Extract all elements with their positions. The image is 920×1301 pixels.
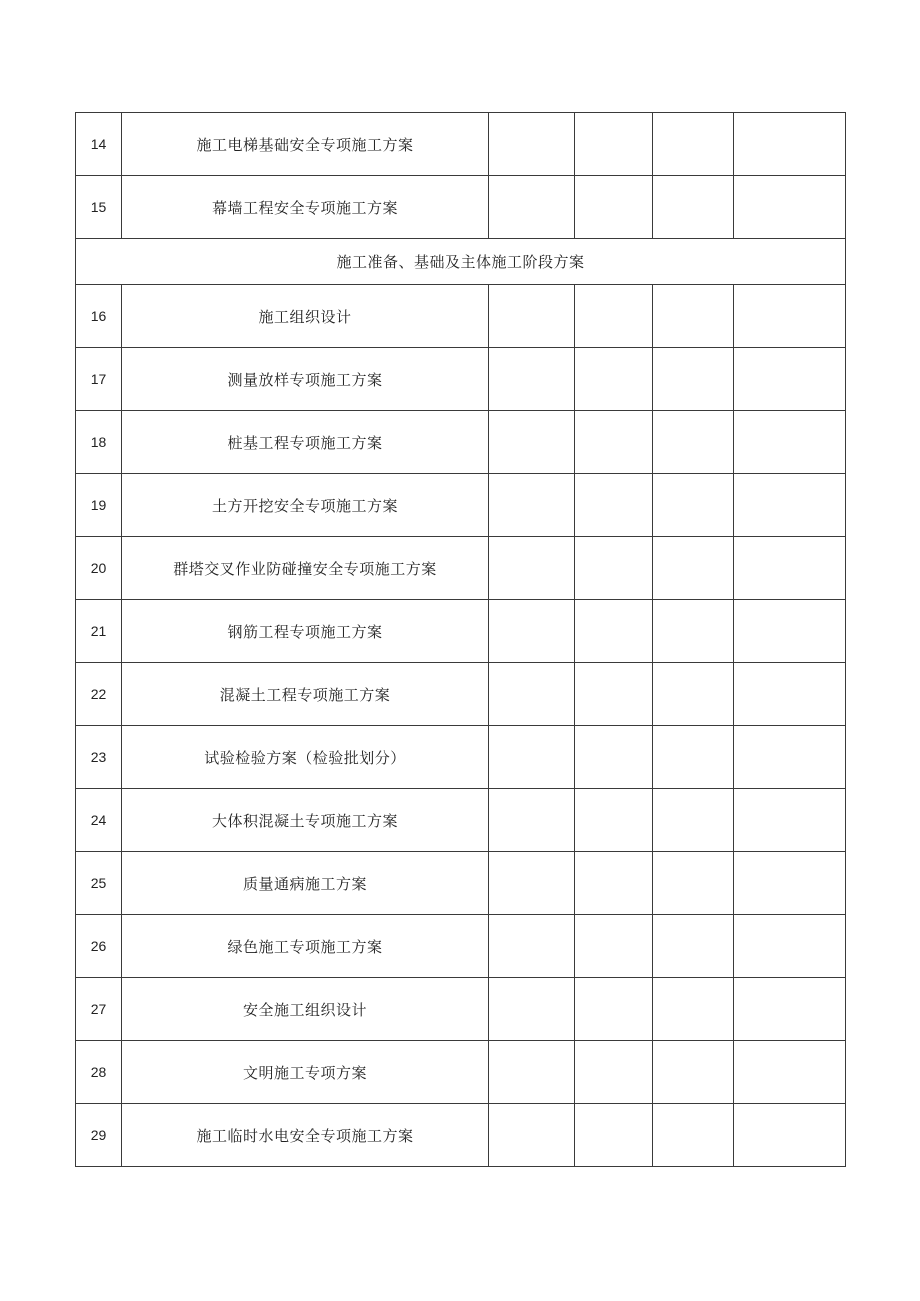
blank-cell (489, 474, 575, 537)
plan-name: 文明施工专项方案 (122, 1041, 489, 1104)
blank-cell (653, 600, 734, 663)
plan-name: 群塔交叉作业防碰撞安全专项施工方案 (122, 537, 489, 600)
table-row (76, 852, 846, 915)
row-number: 26 (76, 915, 122, 978)
plan-name: 土方开挖安全专项施工方案 (122, 474, 489, 537)
row-number: 16 (76, 285, 122, 348)
blank-cell (575, 789, 653, 852)
blank-cell (489, 348, 575, 411)
blank-cell (489, 1104, 575, 1167)
blank-cell (575, 113, 653, 176)
row-number: 22 (76, 663, 122, 726)
row-number: 25 (76, 852, 122, 915)
row-number: 24 (76, 789, 122, 852)
plan-name: 试验检验方案（检验批划分） (122, 726, 489, 789)
blank-cell (489, 978, 575, 1041)
blank-cell (575, 978, 653, 1041)
table-row (76, 411, 846, 474)
table-row (76, 1041, 846, 1104)
blank-cell (734, 600, 846, 663)
blank-cell (575, 726, 653, 789)
table-row (76, 176, 846, 239)
blank-cell (734, 663, 846, 726)
plan-name: 绿色施工专项施工方案 (122, 915, 489, 978)
blank-cell (489, 915, 575, 978)
blank-cell (575, 1041, 653, 1104)
row-number: 29 (76, 1104, 122, 1167)
blank-cell (489, 600, 575, 663)
blank-cell (734, 176, 846, 239)
table-row (76, 600, 846, 663)
blank-cell (734, 113, 846, 176)
blank-cell (489, 176, 575, 239)
row-number: 19 (76, 474, 122, 537)
blank-cell (653, 978, 734, 1041)
blank-cell (653, 474, 734, 537)
blank-cell (653, 726, 734, 789)
blank-cell (489, 1041, 575, 1104)
blank-cell (575, 285, 653, 348)
row-number: 15 (76, 176, 122, 239)
blank-cell (734, 789, 846, 852)
section-heading: 施工准备、基础及主体施工阶段方案 (76, 239, 846, 285)
plan-name: 桩基工程专项施工方案 (122, 411, 489, 474)
table-row (76, 348, 846, 411)
row-number: 23 (76, 726, 122, 789)
blank-cell (575, 600, 653, 663)
blank-cell (653, 537, 734, 600)
blank-cell (734, 537, 846, 600)
blank-cell (489, 285, 575, 348)
blank-cell (653, 663, 734, 726)
blank-cell (489, 537, 575, 600)
blank-cell (653, 852, 734, 915)
blank-cell (734, 852, 846, 915)
table-row (76, 726, 846, 789)
plan-name: 幕墙工程安全专项施工方案 (122, 176, 489, 239)
blank-cell (734, 1041, 846, 1104)
plan-name: 混凝土工程专项施工方案 (122, 663, 489, 726)
blank-cell (575, 537, 653, 600)
blank-cell (489, 789, 575, 852)
row-number: 17 (76, 348, 122, 411)
table-row (76, 663, 846, 726)
table-row (76, 113, 846, 176)
blank-cell (489, 411, 575, 474)
section-heading-row (76, 239, 846, 285)
blank-cell (734, 915, 846, 978)
table-row (76, 789, 846, 852)
blank-cell (653, 411, 734, 474)
table-row (76, 1104, 846, 1167)
blank-cell (489, 113, 575, 176)
blank-cell (734, 726, 846, 789)
table-row (76, 978, 846, 1041)
blank-cell (734, 1104, 846, 1167)
blank-cell (653, 348, 734, 411)
table-row (76, 537, 846, 600)
blank-cell (489, 663, 575, 726)
table-row (76, 474, 846, 537)
blank-cell (653, 1104, 734, 1167)
blank-cell (653, 789, 734, 852)
blank-cell (575, 852, 653, 915)
row-number: 21 (76, 600, 122, 663)
plan-name: 测量放样专项施工方案 (122, 348, 489, 411)
blank-cell (653, 113, 734, 176)
blank-cell (575, 915, 653, 978)
blank-cell (575, 411, 653, 474)
blank-cell (734, 474, 846, 537)
blank-cell (653, 285, 734, 348)
blank-cell (489, 852, 575, 915)
row-number: 27 (76, 978, 122, 1041)
table-row (76, 915, 846, 978)
blank-cell (575, 348, 653, 411)
plan-name: 施工组织设计 (122, 285, 489, 348)
blank-cell (653, 915, 734, 978)
blank-cell (489, 726, 575, 789)
blank-cell (653, 1041, 734, 1104)
row-number: 18 (76, 411, 122, 474)
row-number: 14 (76, 113, 122, 176)
blank-cell (575, 474, 653, 537)
blank-cell (734, 978, 846, 1041)
blank-cell (734, 348, 846, 411)
plan-name: 大体积混凝土专项施工方案 (122, 789, 489, 852)
blank-cell (575, 176, 653, 239)
plan-name: 安全施工组织设计 (122, 978, 489, 1041)
table-row (76, 285, 846, 348)
blank-cell (575, 1104, 653, 1167)
blank-cell (653, 176, 734, 239)
plan-name: 质量通病施工方案 (122, 852, 489, 915)
blank-cell (734, 411, 846, 474)
blank-cell (734, 285, 846, 348)
plan-name: 施工临时水电安全专项施工方案 (122, 1104, 489, 1167)
construction-plan-table (75, 112, 846, 1167)
plan-name: 施工电梯基础安全专项施工方案 (122, 113, 489, 176)
row-number: 28 (76, 1041, 122, 1104)
blank-cell (575, 663, 653, 726)
plan-name: 钢筋工程专项施工方案 (122, 600, 489, 663)
row-number: 20 (76, 537, 122, 600)
table-body (76, 113, 846, 1167)
